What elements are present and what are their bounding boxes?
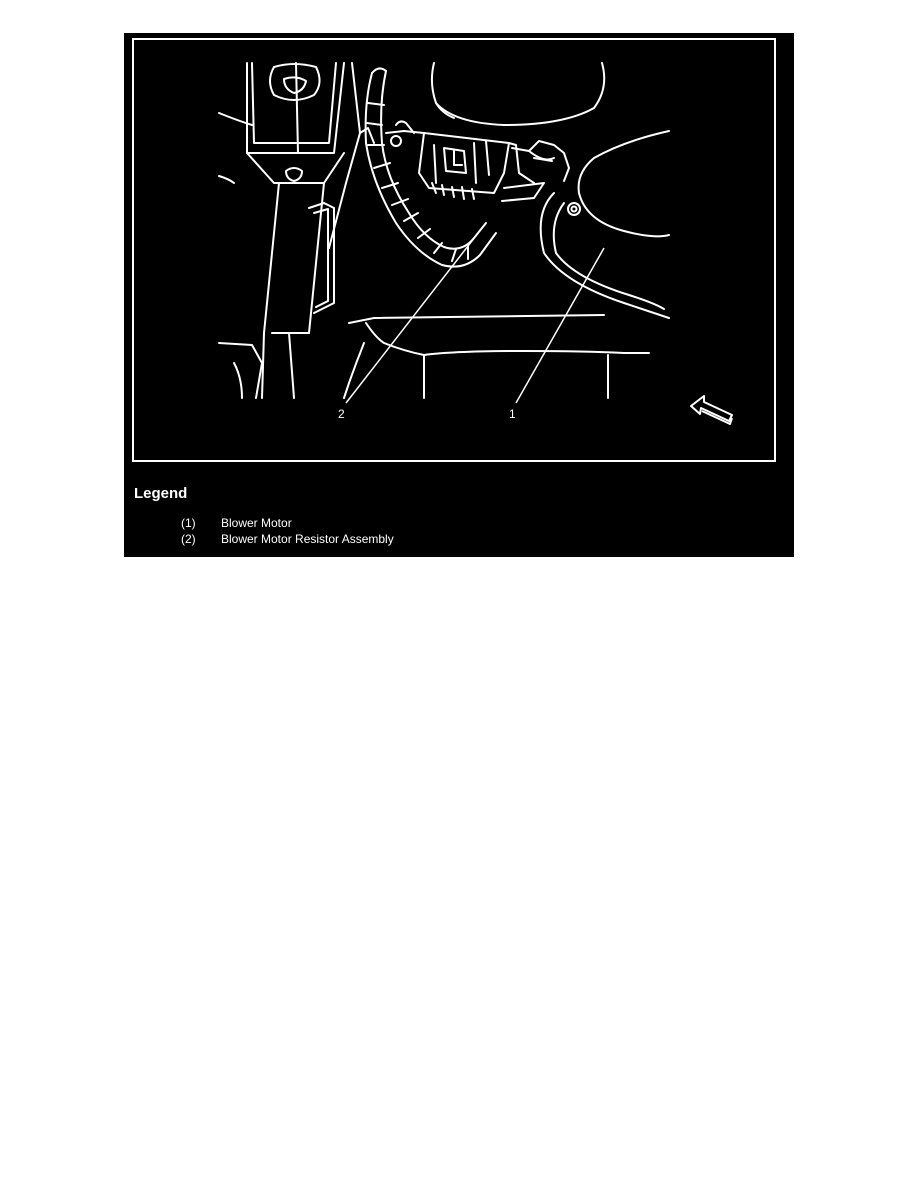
callout-2: 2 [338,407,345,421]
legend-item-number: (1) [181,516,196,530]
legend-item-label: Blower Motor Resistor Assembly [221,532,394,546]
legend-title: Legend [134,485,188,502]
legend-item-label: Blower Motor [221,516,292,530]
figure-panel [124,33,794,557]
front-direction-arrow-icon [691,396,732,424]
line-art [219,63,669,398]
leader-line-2 [346,228,482,403]
figure-frame [133,39,775,461]
blower-motor-illustration [124,33,794,473]
leader-lines [346,228,604,403]
callout-1: 1 [509,407,516,421]
legend-item-number: (2) [181,532,196,546]
